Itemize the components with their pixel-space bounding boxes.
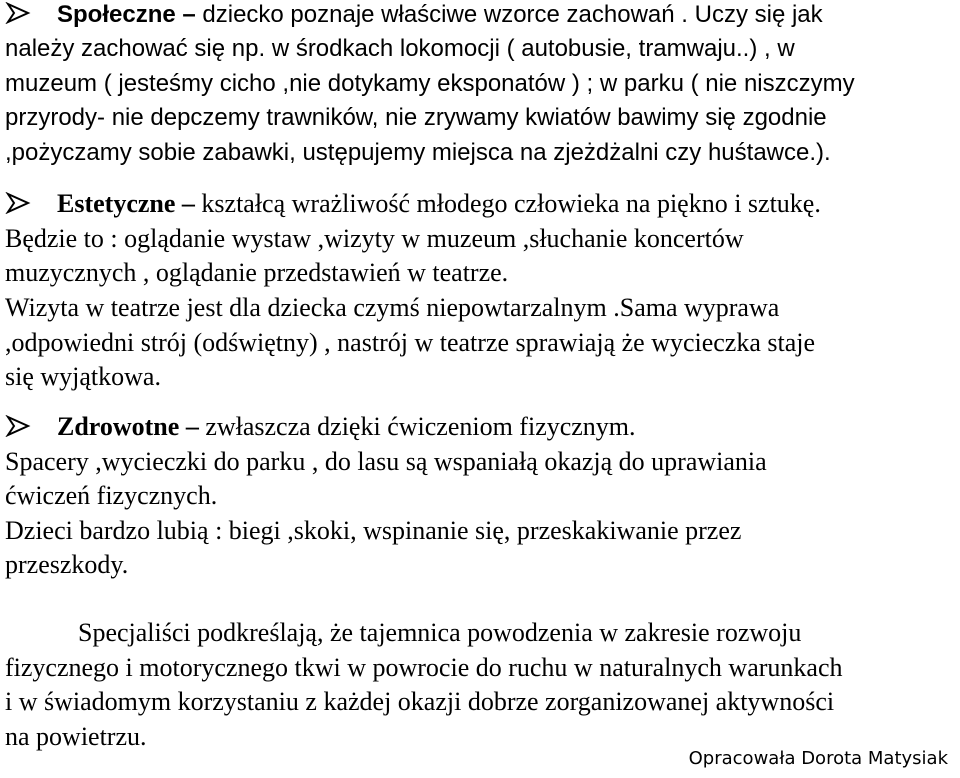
arrowhead-bullet-icon bbox=[5, 192, 31, 214]
closing-line-1: Specjaliści podkreślają, że tajemnica powodzenia w zakresie rozwoju bbox=[78, 618, 802, 647]
social-line-4: przyrody- nie depczemy trawników, nie zrywamy kwiatów bawimy się zgodnie bbox=[5, 104, 827, 131]
closing-line-4: na powietrzu. bbox=[5, 722, 147, 751]
health-line-2: ćwiczeń fizycznych. bbox=[5, 481, 218, 510]
social-line-3: muzeum ( jesteśmy cicho ,nie dotykamy eksponatów ) ; w parku ( nie niszczymy bbox=[5, 70, 855, 97]
aesthetic-line-4: ,odpowiedni strój (odświętny) , nastrój w teatrze sprawiają że wycieczka staje bbox=[5, 328, 816, 357]
social-line-1: dziecko poznaje właściwe wzorce zachowań . Uczy się jak bbox=[202, 1, 823, 28]
aesthetic-line-5: się wyjątkowa. bbox=[5, 362, 161, 391]
health-heading-line bbox=[5, 414, 636, 440]
aesthetic-line-3: Wizyta w teatrze jest dla dziecka czymś niepowtarzalnym .Sama wyprawa bbox=[5, 293, 780, 322]
aesthetic-term: Estetyczne bbox=[57, 189, 176, 218]
social-line-2: należy zachować się np. w środkach lokomocji ( autobusie, tramwaju..) , w bbox=[5, 35, 795, 62]
health-line-4: przeszkody. bbox=[5, 550, 129, 579]
author-credit: Opracowała Dorota Matysiak bbox=[688, 748, 948, 769]
aesthetic-dash: – bbox=[175, 189, 202, 218]
aesthetic-line-2: muzycznych , oglądanie przedstawień w teatrze. bbox=[5, 258, 509, 287]
social-dash: – bbox=[175, 1, 203, 28]
health-line-1: Spacery ,wycieczki do parku , do lasu są wspaniałą okazją do uprawiania bbox=[5, 447, 767, 476]
health-heading-rest: zwłaszcza dzięki ćwiczeniom fizycznym. bbox=[205, 412, 636, 441]
social-heading-line bbox=[5, 2, 823, 27]
health-dash: – bbox=[179, 412, 206, 441]
social-term: Społeczne bbox=[57, 1, 176, 28]
social-line-5: ,pożyczamy sobie zabawki, ustępujemy miejsca na zjeżdżalni czy huśtawce.). bbox=[5, 139, 831, 166]
health-line-3: Dzieci bardzo lubią : biegi ,skoki, wspinanie się, przeskakiwanie przez bbox=[5, 516, 742, 545]
aesthetic-heading-rest: kształcą wrażliwość młodego człowieka na piękno i sztukę. bbox=[201, 189, 821, 218]
arrowhead-bullet-icon bbox=[5, 415, 31, 437]
closing-line-3: i w świadomym korzystaniu z każdej okazji dobrze zorganizowanej aktywności bbox=[5, 687, 835, 716]
aesthetic-heading-line bbox=[5, 191, 821, 217]
health-term: Zdrowotne bbox=[57, 412, 180, 441]
closing-line-2: fizycznego i motorycznego tkwi w powrocie do ruchu w naturalnych warunkach bbox=[5, 653, 843, 682]
aesthetic-line-1: Będzie to : oglądanie wystaw ,wizyty w muzeum ,słuchanie koncertów bbox=[5, 224, 744, 253]
arrowhead-bullet-icon bbox=[5, 2, 31, 24]
